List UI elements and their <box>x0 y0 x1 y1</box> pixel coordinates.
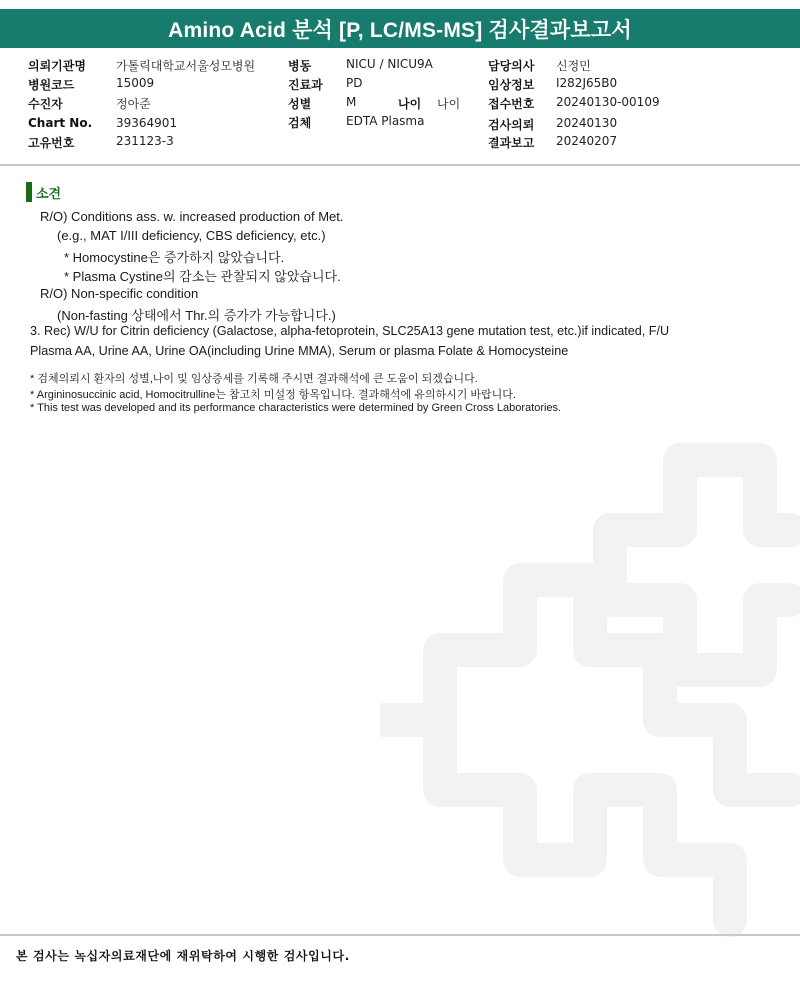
info-label-age: 나이 <box>398 97 422 111</box>
cross-watermark-icon <box>380 440 800 940</box>
findings-heading-label: 소견 <box>36 186 62 202</box>
info-value-unique-no: 231123-3 <box>116 134 174 148</box>
info-value-department: PD <box>346 76 363 90</box>
footer-divider <box>0 934 800 936</box>
info-label-request-date: 검사의뢰 <box>488 118 535 132</box>
info-value-doctor: 신정민 <box>556 59 591 73</box>
info-label-unique-no: 고유번호 <box>28 136 75 150</box>
findings-line: Plasma AA, Urine AA, Urine OA(including Urine MMA), Serum or plasma Folate & Homocysteine <box>30 344 569 358</box>
info-value-clinical-info: I282J65B0 <box>556 76 618 90</box>
info-label-clinical-info: 임상정보 <box>488 78 535 92</box>
info-label-patient: 수진자 <box>28 97 63 111</box>
findings-line: R/O) Conditions ass. w. increased production of Met. <box>40 209 344 224</box>
info-label-chart-no: Chart No. <box>28 116 93 130</box>
findings-heading <box>26 182 61 202</box>
info-value-chart-no: 39364901 <box>116 116 178 130</box>
header-divider <box>0 164 800 166</box>
info-value-report-date: 20240207 <box>556 134 618 148</box>
info-label-ward: 병동 <box>288 59 312 73</box>
note-line: * This test was developed and its performance characteristics were determined by Green Cross Laboratories. <box>30 402 562 414</box>
info-value-age: 나이 <box>437 97 461 111</box>
info-label-specimen: 검체 <box>288 116 312 130</box>
findings-line: 3. Rec) W/U for Citrin deficiency (Galactose, alpha-fetoprotein, SLC25A13 gene mutation test, etc.)if indicated, F/U <box>30 324 670 338</box>
info-label-sex: 성별 <box>288 97 312 111</box>
info-label-department: 진료과 <box>288 78 323 92</box>
info-value-receipt-no: 20240130-00109 <box>556 95 660 109</box>
note-line: * 검체의뢰시 환자의 성별,나이 및 임상증세를 기록해 주시면 결과해석에 큰 도움이 되겠습니다. <box>30 373 478 385</box>
info-value-sex: M <box>346 95 357 109</box>
info-label-institution: 의뢰기관명 <box>28 59 86 73</box>
info-label-hospital-code: 병원코드 <box>28 78 75 92</box>
report-title: Amino Acid 분석 [P, LC/MS-MS] 검사결과보고서 <box>0 9 800 48</box>
info-value-hospital-code: 15009 <box>116 76 155 90</box>
section-marker <box>26 182 32 202</box>
findings-line: (e.g., MAT I/III deficiency, CBS deficiency, etc.) <box>57 228 326 243</box>
info-label-doctor: 담당의사 <box>488 59 535 73</box>
findings-line: * Plasma Cystine의 감소는 관찰되지 않았습니다. <box>64 269 341 284</box>
findings-line: R/O) Non-specific condition <box>40 286 199 301</box>
info-value-request-date: 20240130 <box>556 116 618 130</box>
info-value-patient: 정아준 <box>116 97 151 111</box>
findings-line: * Homocystine은 증가하지 않았습니다. <box>64 250 285 265</box>
note-line: * Argininosuccinic acid, Homocitrulline는 참고치 미설정 항목입니다. 결과해석에 유의하시기 바랍니다. <box>30 389 516 401</box>
info-value-institution: 가톨릭대학교서울성모병원 <box>116 59 256 73</box>
findings-line: (Non-fasting 상태에서 Thr.의 증가가 가능합니다.) <box>57 308 336 323</box>
footer-note: 본 검사는 녹십자의료재단에 재위탁하여 시행한 검사입니다. <box>16 949 350 963</box>
info-label-receipt-no: 접수번호 <box>488 97 535 111</box>
info-label-report-date: 결과보고 <box>488 136 535 150</box>
info-value-specimen: EDTA Plasma <box>346 114 425 128</box>
info-value-ward: NICU / NICU9A <box>346 57 433 71</box>
patient-info <box>0 55 800 155</box>
